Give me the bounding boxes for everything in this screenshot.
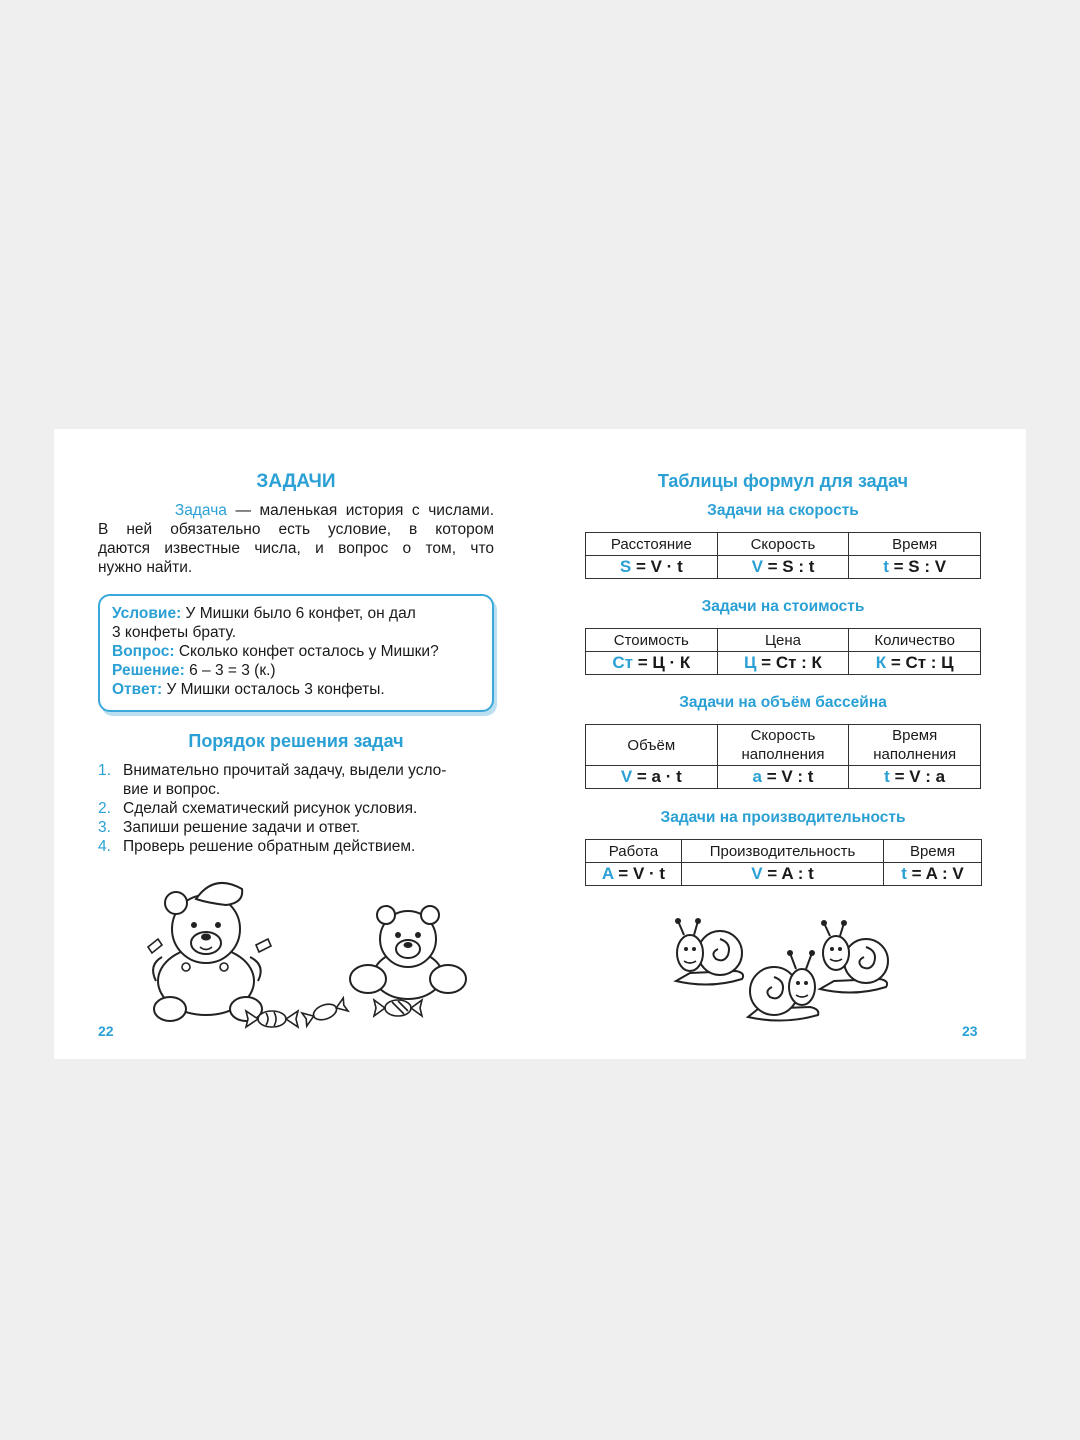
table-header-cell: Время [849,533,981,556]
formula-variable: Ц [744,653,757,672]
table-header-cell: Производительность [682,840,884,863]
formula-table-cost [585,628,981,675]
steps-list [98,761,498,856]
definition-line: В ней обязательно есть условие, в котором [98,521,494,538]
formula-expression: = V : t [761,767,814,786]
formula-cell [717,652,849,675]
table-heading: Задачи на производительность [660,809,906,826]
table-heading: Задачи на скорость [707,502,859,519]
formula-variable: a [752,767,762,786]
step-number: 2. [98,800,111,817]
formula-cell [586,556,718,579]
definition-paragraph [98,501,494,577]
formula-variable: V [751,557,763,576]
list-item [98,799,498,818]
table-header-cell: Стоимость [586,629,718,652]
step-number: 1. [98,762,111,779]
list-item [98,818,498,837]
formula-variable: V [751,864,763,883]
formula-expression: = S : t [762,557,815,576]
formula-variable: Ст [612,653,633,672]
table-row [586,533,981,556]
formula-expression: = A : V [906,864,964,883]
table-header-cell: Работа [586,840,682,863]
condition-text: У Мишки было 6 конфет, он дал [181,605,416,622]
header-line: наполнения [873,746,957,763]
snail-illustration [814,923,894,999]
formula-cell [586,652,718,675]
snail-illustration [670,919,750,991]
formula-variable: К [875,653,887,672]
table-header-cell: Расстояние [586,533,718,556]
solution-label: Решение: [112,662,185,679]
table-row [586,556,981,579]
question-label: Вопрос: [112,643,175,660]
definition-term: Задача [174,502,227,519]
table-row [586,652,981,675]
steps-title: Порядок решения задач [188,731,404,751]
example-condition-cont: 3 конфеты брату. [112,624,237,641]
table-heading: Задачи на объём бассейна [679,694,887,711]
formula-variable: t [901,864,907,883]
formula-expression: = Ст : К [756,653,822,672]
step-number: 3. [98,819,111,836]
question-text: Сколько конфет осталось у Мишки? [174,643,439,660]
formula-variable: V [620,767,633,786]
book-spread [54,429,1026,1059]
formula-cell [586,766,718,789]
header-line: Время [892,727,938,744]
sitting-bear-illustration [348,903,468,1007]
definition-text: — маленькая история с числами. [226,502,494,519]
header-line: наполнения [741,746,825,763]
table-header-cell: Цена [717,629,849,652]
page-number: 22 [98,1023,114,1039]
formula-variable: t [883,557,889,576]
formula-expression: = Ст : Ц [886,653,954,672]
formula-cell [717,556,849,579]
formula-variable: S [619,557,632,576]
formula-expression: = V · t [631,557,683,576]
solution-text: 6 – 3 = 3 (к.) [184,662,276,679]
table-header-cell [717,725,849,766]
table-row [586,766,981,789]
table-row [586,840,982,863]
formula-cell [849,556,981,579]
step-text-cont: вие и вопрос. [123,781,221,798]
definition-line: даются известные числа, и вопрос о том, что [98,540,494,557]
step-text: Запиши решение задачи и ответ. [123,819,361,836]
list-item [98,837,498,856]
formula-expression: = A : t [762,864,814,883]
bear-with-cap-illustration [144,869,324,1029]
formula-table-speed [585,532,981,579]
formula-cell [884,863,982,886]
candy-icon [300,997,350,1027]
formula-variable: t [884,767,890,786]
formula-table-pool [585,724,981,789]
answer-label: Ответ: [112,681,163,698]
formula-variable: A [601,864,614,883]
table-header-cell: Скорость [717,533,849,556]
table-header-cell: Время [884,840,982,863]
formula-expression: = S : V [888,557,947,576]
answer-text: У Мишки осталось 3 конфеты. [162,681,385,698]
table-heading: Задачи на стоимость [701,598,865,615]
table-row [586,629,981,652]
formula-expression: = Ц · К [632,653,691,672]
example-solution [112,661,480,680]
definition-line [98,501,494,520]
header-line: Скорость [750,727,816,744]
formula-table-productivity [585,839,982,886]
step-text: Внимательно прочитай задачу, выдели усло- [123,762,447,779]
table-row [586,863,982,886]
formula-expression: = a · t [632,767,682,786]
example-question [112,642,480,661]
list-item [98,761,498,780]
page-title: ЗАДАЧИ [256,471,336,492]
example-answer [112,680,480,699]
step-number: 4. [98,838,111,855]
example-condition [112,604,480,623]
snail-illustration [744,947,824,1027]
table-header-cell [849,725,981,766]
table-row [586,725,981,766]
formula-cell [849,652,981,675]
formula-cell [849,766,981,789]
formula-cell [682,863,884,886]
example-box [98,594,494,712]
formula-expression: = V · t [613,864,666,883]
condition-label: Условие: [112,605,182,622]
formula-cell [717,766,849,789]
formula-expression: = V : a [889,767,946,786]
table-header-cell: Количество [849,629,981,652]
table-header-cell: Объём [586,725,718,766]
step-text: Проверь решение обратным действием. [123,838,416,855]
definition-line: нужно найти. [98,559,193,576]
page-number: 23 [962,1023,978,1039]
candy-icon [242,1007,302,1031]
step-text: Сделай схематический рисунок условия. [123,800,418,817]
formulas-title: Таблицы формул для задач [657,471,909,491]
formula-cell [586,863,682,886]
